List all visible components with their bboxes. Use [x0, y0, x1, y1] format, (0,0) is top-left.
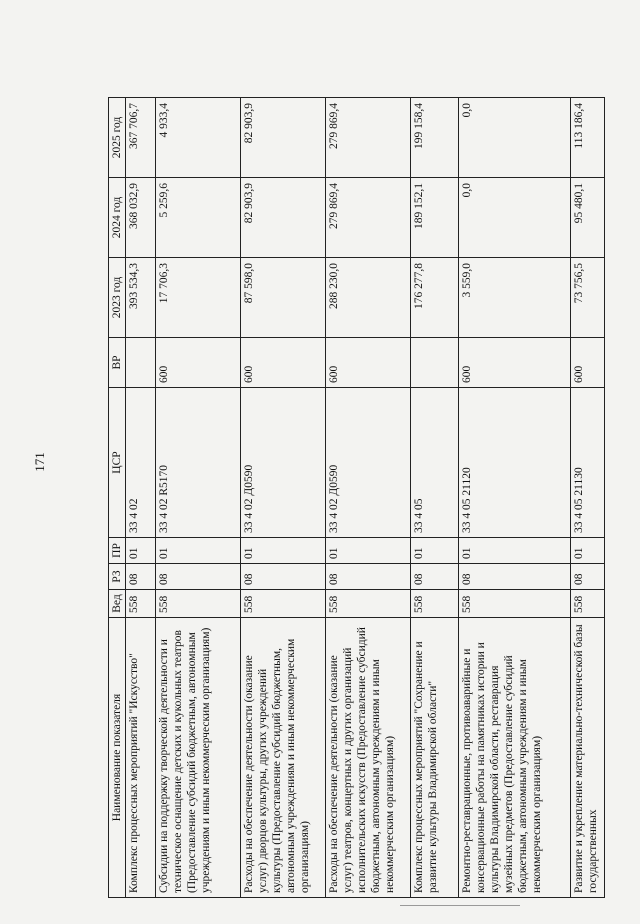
- header-2023: 2023 год: [109, 258, 126, 338]
- row-2025: 279 869,4: [326, 98, 411, 178]
- row-2023: 3 559,0: [459, 258, 571, 338]
- row-csr: 33 4 02: [126, 388, 156, 538]
- table-row: [126, 98, 156, 898]
- row-vr: 600: [459, 338, 571, 388]
- row-rz: 08: [156, 564, 241, 590]
- header-name: Наименование показателя: [109, 618, 126, 898]
- row-name: Комплекс процессных мероприятий "Сохранение и развитие культуры Владимирской области": [411, 618, 459, 898]
- row-2025: 199 158,4: [411, 98, 459, 178]
- header-vr: ВР: [109, 338, 126, 388]
- row-pr: 01: [411, 538, 459, 564]
- table-header-row: [109, 98, 126, 898]
- table-row: [459, 98, 571, 898]
- row-csr: 33 4 02 Д0590: [326, 388, 411, 538]
- row-pr: 01: [156, 538, 241, 564]
- row-vr: [126, 338, 156, 388]
- table-row: [156, 98, 241, 898]
- row-2023: 288 230,0: [326, 258, 411, 338]
- row-2024: 82 903,9: [241, 178, 326, 258]
- scan-edge-line: [400, 905, 520, 906]
- row-ved: 558: [241, 590, 326, 618]
- row-pr: 01: [241, 538, 326, 564]
- rotated-table-wrapper: [108, 98, 600, 898]
- header-rz: РЗ: [109, 564, 126, 590]
- row-csr: 33 4 05 21120: [459, 388, 571, 538]
- row-2025: 367 706,7: [126, 98, 156, 178]
- header-pr: ПР: [109, 538, 126, 564]
- row-ved: 558: [326, 590, 411, 618]
- row-name: Субсидии на поддержку творческой деятельности и техническое оснащение детских и кукольных театров (Предоставление субсидий бюджетным, автономным учреждениям и иным некоммерческим организациям): [156, 618, 241, 898]
- row-rz: 08: [571, 564, 605, 590]
- row-pr: 01: [126, 538, 156, 564]
- row-vr: 600: [326, 338, 411, 388]
- row-vr: 600: [241, 338, 326, 388]
- row-csr: 33 4 05 21130: [571, 388, 605, 538]
- row-name: Развитие и укрепление материально-технической базы государственных: [571, 618, 605, 898]
- row-2023: 393 534,3: [126, 258, 156, 338]
- row-2024: 368 032,9: [126, 178, 156, 258]
- row-2023: 73 756,5: [571, 258, 605, 338]
- row-vr: 600: [156, 338, 241, 388]
- row-ved: 558: [459, 590, 571, 618]
- row-rz: 08: [126, 564, 156, 590]
- row-ved: 558: [411, 590, 459, 618]
- row-pr: 01: [459, 538, 571, 564]
- row-2024: 0,0: [459, 178, 571, 258]
- row-2025: 4 933,4: [156, 98, 241, 178]
- row-ved: 558: [156, 590, 241, 618]
- row-vr: 600: [571, 338, 605, 388]
- row-ved: 558: [126, 590, 156, 618]
- row-pr: 01: [326, 538, 411, 564]
- row-2023: 17 706,3: [156, 258, 241, 338]
- table-row: [411, 98, 459, 898]
- row-csr: 33 4 02 Д0590: [241, 388, 326, 538]
- row-rz: 08: [241, 564, 326, 590]
- row-rz: 08: [326, 564, 411, 590]
- header-ved: Вед: [109, 590, 126, 618]
- row-2025: 113 186,4: [571, 98, 605, 178]
- page-number: 171: [32, 452, 47, 472]
- header-2025: 2025 год: [109, 98, 126, 178]
- row-vr: [411, 338, 459, 388]
- row-name: Комплекс процессных мероприятий "Искусство": [126, 618, 156, 898]
- row-2025: 0,0: [459, 98, 571, 178]
- row-rz: 08: [459, 564, 571, 590]
- header-2024: 2024 год: [109, 178, 126, 258]
- row-2023: 176 277,8: [411, 258, 459, 338]
- row-2023: 87 598,0: [241, 258, 326, 338]
- row-name: Расходы на обеспечение деятельности (оказание услуг) театров, концертных и других организаций исполнительских искусств (Предоставление субсидий бюджетным, автономным учреждениям и иным некоммерческим организациям): [326, 618, 411, 898]
- row-csr: 33 4 02 R5170: [156, 388, 241, 538]
- row-csr: 33 4 05: [411, 388, 459, 538]
- budget-table: [108, 97, 605, 898]
- header-csr: ЦСР: [109, 388, 126, 538]
- row-2024: 5 259,6: [156, 178, 241, 258]
- table-row: [326, 98, 411, 898]
- row-name: Расходы на обеспечение деятельности (оказание услуг) дворцов культуры, других учреждений культуры (Предоставление субсидий бюджетным, автономным учреждениям и иным некоммерческим организациям): [241, 618, 326, 898]
- row-pr: 01: [571, 538, 605, 564]
- table-row: [571, 98, 605, 898]
- row-name: Ремонтно-реставрационные, противоаварийные и консервационные работы на памятниках истории и культуры Владимирской области, реставрация музейных предметов (Предоставление субсидий бюджетным, автономным учреждениям и иным некоммерческим организациям): [459, 618, 571, 898]
- row-2024: 95 480,1: [571, 178, 605, 258]
- row-rz: 08: [411, 564, 459, 590]
- row-2024: 189 152,1: [411, 178, 459, 258]
- row-2024: 279 869,4: [326, 178, 411, 258]
- row-2025: 82 903,9: [241, 98, 326, 178]
- table-row: [241, 98, 326, 898]
- row-ved: 558: [571, 590, 605, 618]
